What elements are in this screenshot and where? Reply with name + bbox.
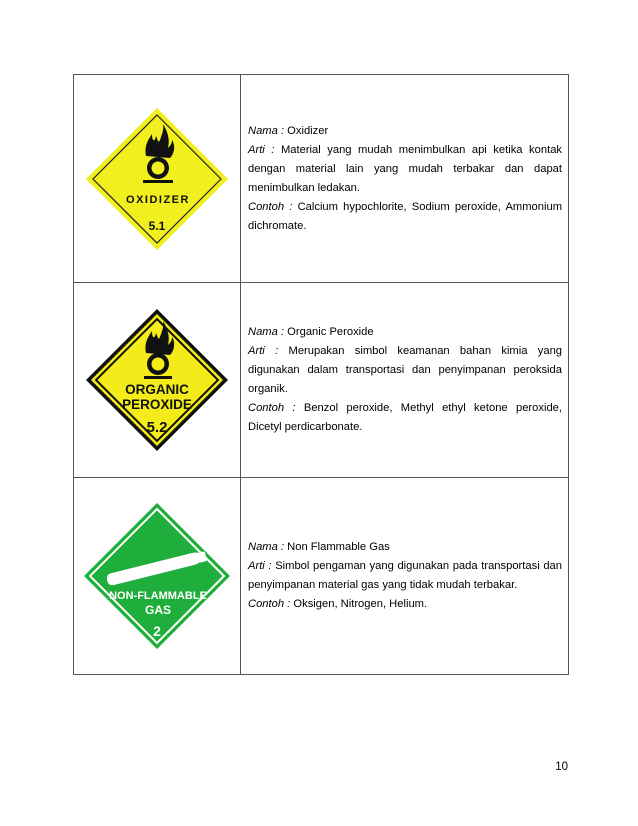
- organic-peroxide-description-cell: [241, 283, 569, 478]
- example-text: Calcium hypochlorite, Sodium peroxide, Ammonium dichromate.: [248, 200, 563, 232]
- example-label: Contoh :: [248, 200, 293, 213]
- sign-label-line1: NON-FLAMMABLE: [109, 590, 207, 602]
- organic-peroxide-sign-cell: [74, 283, 241, 478]
- sign-label-line1: ORGANIC: [125, 382, 189, 397]
- non-flammable-gas-hazard-sign: [82, 501, 232, 651]
- class-number: 5.2: [146, 419, 168, 436]
- sign-label: OXIDIZER: [126, 193, 190, 206]
- meaning-text: Simbol pengaman yang digunakan pada transportasi dan penyimpanan material gas yang tidak mudah terbakar.: [248, 560, 563, 591]
- chemical-name: Oxidizer: [287, 124, 329, 137]
- name-label: Nama :: [248, 326, 285, 338]
- example-label: Contoh :: [248, 598, 291, 610]
- meaning-label: Arti :: [248, 345, 279, 357]
- sign-label-line2: PEROXIDE: [122, 397, 192, 412]
- non-flammable-gas-description-cell: [241, 478, 569, 675]
- hazard-symbol-table: [73, 74, 569, 675]
- oxidizer-description-cell: [241, 75, 569, 283]
- meaning-label: Arti :: [248, 560, 272, 572]
- oxidizer-hazard-sign: [82, 104, 232, 254]
- meaning-text: Material yang mudah menimbulkan api ketika kontak dengan material lain yang mudah terbakar dan dapat menimbulkan ledakan.: [248, 143, 563, 194]
- example-text: Oksigen, Nitrogen, Helium.: [293, 598, 428, 610]
- table-row: [74, 75, 569, 283]
- meaning-text: Merupakan simbol keamanan bahan kimia yang digunakan dalam transportasi dan penyimpanan peroksida organik.: [248, 345, 563, 395]
- organic-peroxide-hazard-sign: [84, 307, 230, 453]
- page-number: 10: [555, 761, 568, 773]
- non-flammable-gas-sign-cell: [74, 478, 241, 675]
- table-row: [74, 478, 569, 675]
- oxidizer-sign-cell: [74, 75, 241, 283]
- class-number: 5.1: [148, 218, 166, 233]
- example-text: Benzol peroxide, Methyl ethyl ketone peroxide, Dicetyl perdicarbonate.: [248, 402, 563, 433]
- class-number: 2: [153, 623, 161, 639]
- meaning-label: Arti :: [248, 143, 275, 156]
- sign-label-line2: GAS: [144, 603, 172, 617]
- name-label: Nama :: [248, 124, 285, 137]
- example-label: Contoh :: [248, 402, 296, 414]
- table-row: [74, 283, 569, 478]
- chemical-name: Non Flammable Gas: [287, 541, 390, 553]
- chemical-name: Organic Peroxide: [287, 326, 374, 338]
- name-label: Nama :: [248, 541, 285, 553]
